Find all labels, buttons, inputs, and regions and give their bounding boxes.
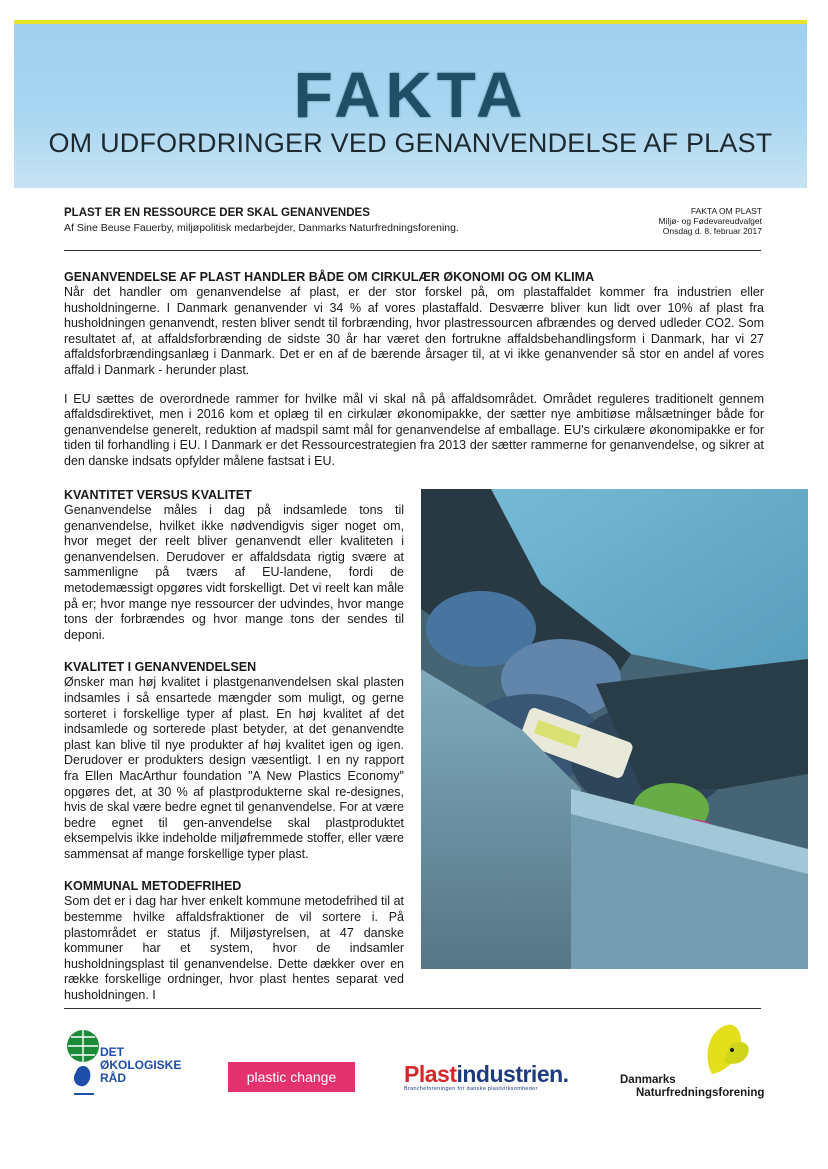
section-heading-municipal: KOMMUNAL METODEFRIHED (64, 879, 242, 894)
document-title: PLAST ER EN RESSOURCE DER SKAL GENANVENDES (64, 207, 370, 219)
danmarks-naturfredningsforening-logo (620, 1020, 770, 1106)
intro-paragraph-2: I EU sættes de overordnede rammer for hvilke mål vi skal nå på affaldsområdet. Området reguleres traditionelt gennem affaldsdirektivet, men i 2016 kom et oplæg til en cirkulær økonomipakke, der sætter nye ambitiøse målsætninger både for genanvendelse generelt, reduktion af madspil samt mål for genanvendelse af emballage. EU's cirkulære økonomipakke er for tiden til forhandling i EU. I Danmark er det Ressourcestrategien fra 2013 der sætter rammerne for genanvendelse, og sikrer at den danske indsats opfylder målene fastsat i EU. (64, 391, 764, 468)
eco-line-2: ØKOLOGISKE (100, 1058, 182, 1072)
plastic-change-logo: plastic change (228, 1062, 355, 1092)
divider-bottom (64, 1008, 761, 1009)
plastindustrien-logo (404, 1062, 580, 1102)
section-heading-quantity: KVANTITET VERSUS KVALITET (64, 488, 252, 502)
section-body-quality: Ønsker man høj kvalitet i plastgenanvendelsen skal plasten indsamles i så ensartede mængder som muligt, og gerne sorteret i forskellige typer af plast. En høj kvalitet af det indsamlede og sorterede plast betyder, at det genanvendte plast kan blive til nye produkter af høj kvalitet igen og igen. Derudover er produkters design væsentligt. I en ny rapport fra Ellen MacArthur foundation "A New Plastics Economy" opgøres det, at 30 % af plastprodukterne skal re-designes, hvis de skal være bedre egnet til genanvendelse. For at være bedre egnet til gen-anvendelse skal plastproduktet eksempelvis ikke indeholde miljøfremmede stoffer, eller være sammensat af mange forskellige typer plast. (64, 675, 404, 861)
meta-label: FAKTA OM PLAST (690, 206, 762, 216)
plastindustrien-part-a: Plast (404, 1061, 457, 1087)
partner-logos (0, 1020, 828, 1140)
meta-date: Onsdag d. 8. februar 2017 (662, 226, 762, 236)
meta-committee: Miljø- og Fødevareudvalget (658, 216, 762, 226)
author-line: Af Sine Beuse Fauerby, miljøpolitisk medarbejder, Danmarks Naturfredningsforening. (64, 222, 459, 234)
title-banner (14, 24, 807, 188)
det-okologiske-raad-logo (66, 1028, 196, 1110)
section-heading-quality: KVALITET I GENANVENDELSEN (64, 660, 257, 675)
divider-top (64, 250, 761, 251)
eco-line-3: RÅD (100, 1071, 126, 1085)
butterfly-icon (620, 1020, 770, 1076)
globe-bird-icon (66, 1028, 100, 1104)
plastic-bin-photo (421, 489, 808, 969)
subtitle: OM UDFORDRINGER VED GENANVENDELSE AF PLAST (48, 128, 773, 158)
dn-line-2: Naturfredningsforening (636, 1087, 765, 1099)
plastindustrien-subtitle: Brancheforeningen for danske plastvirksomheder (404, 1086, 538, 1092)
eco-line-1: DET (100, 1045, 124, 1059)
main-title: FAKTA (293, 59, 528, 131)
intro-section (64, 270, 764, 483)
section-body-municipal: Som det er i dag har hver enkelt kommune metodefrihed til at bestemme hvilke affaldsfraktioner de vil sortere i. På plastområdet er status jf. Miljøstyrelsen, at 47 danske kommuner har et system, hvor de indsamler husholdningsplast til genanvendelse. Dette dækker over en række forskellige ordninger, hvor plast hentes separat ved husholdningen. I (64, 894, 404, 1003)
intro-heading: GENANVENDELSE AF PLAST HANDLER BÅDE OM CIRKULÆR ØKONOMI OG OM KLIMA (64, 270, 595, 284)
plastindustrien-part-b: industrien. (456, 1061, 569, 1087)
intro-paragraph-1: Når det handler om genanvendelse af plast, er der stor forskel på, om plastaffaldet kommer fra industrien eller husholdningerne. I Danmark genanvender vi 34 % af vores plastaffald. Desværre bliver kun lidt over 10% af plast fra husholdningen genanvendt, resten bliver sendt til forbrænding, hvor plastressourcen afbrændes og derved udleder CO2. Som resultatet af, at affaldsforbrænding de sidste 30 år har været den fortrukne affaldsbehandlingsform i Danmark, har vi 27 affaldsforbrændingsanlæg i Danmark. Det er en af de bærende årsager til, at vi ikke genanvender så stor en andel af vores affald i Danmark - herunder plast. (64, 285, 764, 377)
document-meta (659, 206, 762, 236)
dn-line-1: Danmarks (620, 1074, 676, 1086)
section-body-quantity: Genanvendelse måles i dag på indsamlede tons til genanvendelse, hvilket ikke nødvendigvis siger noget om, hvor meget der reelt bliver genanvendt eller kvaliteten i genanvendelsen. Derudover er affaldsdata rigtig svære at sammenligne på tværs af EU-landene, fordi de metodemæssigt opgøres vidt forskelligt. Det vi reelt kan måle på er; hvor mange nye ressourcer der udvindes, hvor mange tons der forbrændes og hvor mange tons der sendes til deponi. (64, 503, 404, 642)
left-column (64, 488, 404, 1021)
